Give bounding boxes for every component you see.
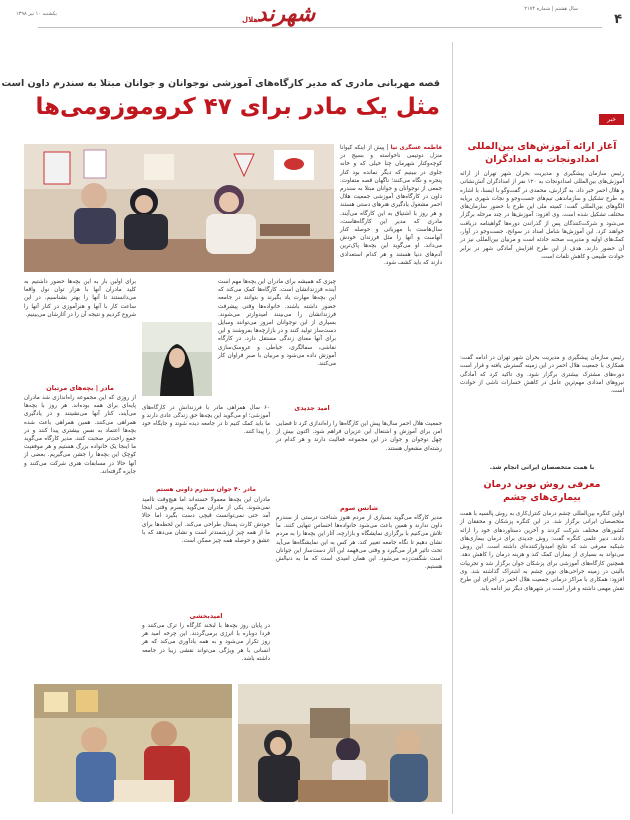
sidebar-note: با همت متخصصان ایرانی انجام شد. — [489, 464, 595, 471]
article-kicker: قصه مهربانی مادری که مدیر کارگاه‌های آموزشی نوجوانان و جوانان مبتلا به سندرم داون است — [1, 78, 440, 89]
sidebar-body1b-text: رئیس سازمان پیشگیری و مدیریت بحران شهر تهران در ادامه گفت: همکاری با جمعیت هلال احمر در این زمینه گسترش یافته و قرار است دوره‌های مشترک بیشتری برگزار شود. وی تاکید کرد که آمادگی نیروهای امدادی مهم‌ترین عامل در کاهش خسارات ناشی از حوادث است. — [460, 355, 624, 395]
body-column-left — [276, 420, 442, 500]
newspaper-logo — [236, 2, 336, 30]
subhead-hope: امیدبخشی — [189, 612, 223, 620]
body-column-center-bottom — [142, 622, 270, 678]
portrait-caption: ۶۰ سال همراهی مادر با فرزندانش در کارگاه‌های آموزشی؛ او می‌گوید این بچه‌ها حق زندگی عادی دارند و ما باید کمک کنیم تا در جامعه دیده شوند و جایگاه خود را پیدا کنند. — [142, 405, 270, 435]
logo-main-text: شهرند — [256, 1, 316, 27]
main-photo — [24, 144, 334, 272]
bottom-photo-right — [238, 684, 442, 802]
sidebar-title-eye-treatment: معرفی روش نوین درمان بیماری‌های چشم — [483, 479, 601, 503]
subhead-third-chance: شانس سوم — [340, 504, 378, 512]
body-right-intro: برای اولین بار به این بچه‌ها حضور داشتیم به کلید مادران آنها با هزار توان نول واقعا می‌دانستند تا آنها را بهتر بشناسیم. در این ساعت کار با آنها و هنرآموزی در کنار آنها را شروع کردیم و نتیجه آن را در آثارشان می‌بینیم. — [24, 279, 136, 318]
body-column-right-top — [24, 278, 136, 348]
body-middle-text2: جمعیت هلال احمر سال‌ها پیش این کارگاه‌ها را راه‌اندازی کرد تا فضایی امن برای آموزش و اشتغال این عزیزان فراهم شود. اکنون بیش از چهل نوجوان و جوان در این مجموعه فعالیت دارند و هر کدام در رشته‌ای مشغول هستند. — [276, 421, 442, 452]
news-sidebar — [452, 42, 630, 814]
sidebar-body2-text: اولین کنگره بین‌المللی چشم درمان کنترل‌کاری به روش پالسیه با همت متخصصان ایرانی برگزار شد. در این کنگره پزشکان و محققان از کشورهای مختلف شرکت کردند و آخرین دستاوردهای خود را ارائه دادند. دبیر علمی کنگره گفت: روش جدیدی برای درمان بیماری‌های شبکیه معرفی شد که نتایج امیدوارکننده‌ای داشته است. این روش می‌تواند به بسیاری از بیماران کمک کند و هزینه درمان را کاهش دهد. همچنین کارگاه‌های آموزشی برای پزشکان جوان برگزار شد و تجربیات بالینی در زمینه جراحی‌های نوین چشم به اشتراک گذاشته شد. وی افزود: همکاری با مراکز درمانی جمعیت هلال احمر در اجرای این طرح نقش مهمی داشته و قرار است در شهرهای دیگر نیز ادامه یابد. — [460, 511, 624, 592]
body-middle-text: چیزی که همیشه برای مادران این بچه‌ها مهم است آینده فرزندانشان است. کارگاه‌ها کمک می‌کند که این بچه‌ها مهارت یاد بگیرند و بتوانند در جامعه حضور داشته باشند. خانواده‌ها وقتی پیشرفت فرزندانشان را می‌بینند امیدوارتر می‌شوند. بسیاری از این نوجوانان امروز می‌توانند وسایل دست‌ساز تولید کنند و در بازارچه‌ها بفروشند و این برای آنها معنای زندگی مستقل دارد. در کارگاه نقاشی، سفالگری، خیاطی و عروسک‌سازی آموزش داده می‌شود و مربیان با صبر فراوان کار می‌کنند. — [218, 279, 336, 368]
sidebar-body1-text: رئیس سازمان پیشگیری و مدیریت بحران شهر تهران از ارائه آموزش‌های بین‌المللی امدادونجات به ۱۲۰ نفر از امدادگران آتش‌نشانی و هلال احمر خبر داد. به گزارش، محمدی در گفت‌وگو با ایسنا، با اشاره به طرح تشکیل و سازماندهی تیم‌های جست‌وجو و نجات شهری برپایه الگوهای بین‌المللی گفت: کمیته ملی این طرح با حضور سازمان‌های مختلف تشکیل شده است. وی افزود: آموزش‌ها در چند مرحله برگزار می‌شود و شرکت‌کنندگان پس از گذراندن دوره‌ها گواهینامه دریافت خواهند کرد. این آموزش‌ها شامل امداد در سوانح، جست‌وجو در آوار، کمک‌های اولیه و مدیریت صحنه حادثه است و مربیان بین‌المللی نیز در آن حضور دارند. هدف از این طرح افزایش آمادگی شهر در برابر حوادث طبیعی و کاهش تلفات است. — [460, 171, 625, 260]
logo-small-text: هلال — [242, 16, 259, 24]
header-meta-right: سال هشتم | شماره ۲۱۷۴ — [524, 6, 578, 12]
article-headline: مثل یک مادر برای ۴۷ کروموزومی‌ها — [35, 94, 440, 120]
subhead-mother-of-40: مادر ۴۰ جوان سندرم داونی هستم — [156, 486, 256, 493]
body-column-left-bottom — [276, 514, 442, 664]
body-center-text: مادران این بچه‌ها معمولا خسته‌اند اما هیچ‌وقت ناامید نمی‌شوند. یکی از مادران می‌گوید پسرم وقتی اینجا آمد حتی نمی‌توانست قیچی دست بگیرد اما حالا خودش کارت پستال طراحی می‌کند. این لحظه‌ها برای ما از همه چیز ارزشمندتر است و نشان می‌دهد که با عشق و حوصله همه چیز ممکن است. — [142, 497, 270, 545]
page-number: ۴ — [614, 12, 622, 27]
lead-column — [340, 144, 442, 422]
body-column-middle — [218, 278, 336, 398]
subhead-new-hope: امید جدیدی — [294, 404, 330, 412]
sidebar-body-rescue-training-2 — [460, 354, 624, 454]
body-right-text: از روزی که این مجموعه راه‌اندازی شد مادران پایه‌ای برای همه بوده‌اند. هر روز با بچه‌ها می‌آیند، کنار آنها می‌نشینند و در یادگیری همراهی می‌کنند. همین همراهی باعث شده بچه‌ها اعتماد به نفس بیشتری پیدا کنند و در جمع راحت‌تر صحبت کنند. مدیر کارگاه می‌گوید ما اینجا یک خانواده بزرگ هستیم و هر موفقیت کوچک این بچه‌ها را جشن می‌گیریم. بعضی از آنها حالا در مسابقات هنری شرکت می‌کنند و جایزه گرفته‌اند. — [24, 395, 136, 475]
body-column-right — [24, 394, 136, 634]
sidebar-body-eye-treatment — [460, 510, 624, 810]
sidebar-body-rescue-training — [460, 170, 624, 350]
header-meta-left: یکشنبه ۱۰ تیر ۱۳۹۸ — [16, 11, 57, 17]
lead-author: فاطمه عسگری نیا — [390, 145, 442, 151]
sidebar-title-rescue-training: آغاز ارائه آموزش‌های بین‌المللی امدادونجات به امدادگران — [467, 141, 617, 165]
body-center-text2: در پایان روز بچه‌ها با لبخند کارگاه را ترک می‌کنند و فردا دوباره با انرژی برمی‌گردند. این چرخه امید هر روز تکرار می‌شود و به همه یادآوری می‌کند که هر انسانی با هر ویژگی می‌تواند نقشی زیبا در جامعه داشته باشد. — [142, 623, 270, 662]
subhead-mothers: مادر | بچه‌های مرتبان — [46, 384, 114, 392]
bottom-photo-left — [34, 684, 232, 802]
body-left-text: مدیر کارگاه می‌گوید بسیاری از مردم هنوز شناخت درستی از سندرم داون ندارند و همین باعث می‌شود خانواده‌ها احساس تنهایی کنند. ما تلاش می‌کنیم با برگزاری نمایشگاه و بازارچه، آثار این بچه‌ها را به مردم نشان دهیم تا نگاه جامعه تغییر کند. هر کس به این نمایشگاه‌ها می‌آید تحت تاثیر قرار می‌گیرد و وقتی می‌فهمد این آثار دست‌ساز این جوانان است شگفت‌زده می‌شود. این همان امیدی است که ما به دنبالش هستیم. — [275, 515, 442, 571]
portrait-photo — [142, 322, 212, 396]
news-badge: خبر — [599, 114, 624, 125]
lead-text: | پیش از اینکه کیوانا منزل دوتیمی ناخواسته و بسیج در کوچه‌وکنار شهرمان چنا خیلی که و خانه جلوی در ببینیم که دیگر نمانده بود کنار پنجره و نگاه می‌کنند؛ ناگهان قصه متفاوت. جمعی از نوجوانان و جوانان مبتلا به سندرم داون در کارگاه‌های آموزشی جمعیت هلال احمر مشغول یادگیری هنرهای دستی هستند و هر روز با اشتیاق به این کارگاه می‌آیند. مادری که مدیر این کارگاه‌هاست، سال‌هاست با مهربانی و حوصله کنار آنهاست و آنها را مثل فرزندان خودش می‌داند. او می‌گوید این بچه‌ها پاک‌ترین آدم‌های دنیا هستند و هر کدام استعدادی دارند که باید کشف شود. — [340, 145, 442, 266]
